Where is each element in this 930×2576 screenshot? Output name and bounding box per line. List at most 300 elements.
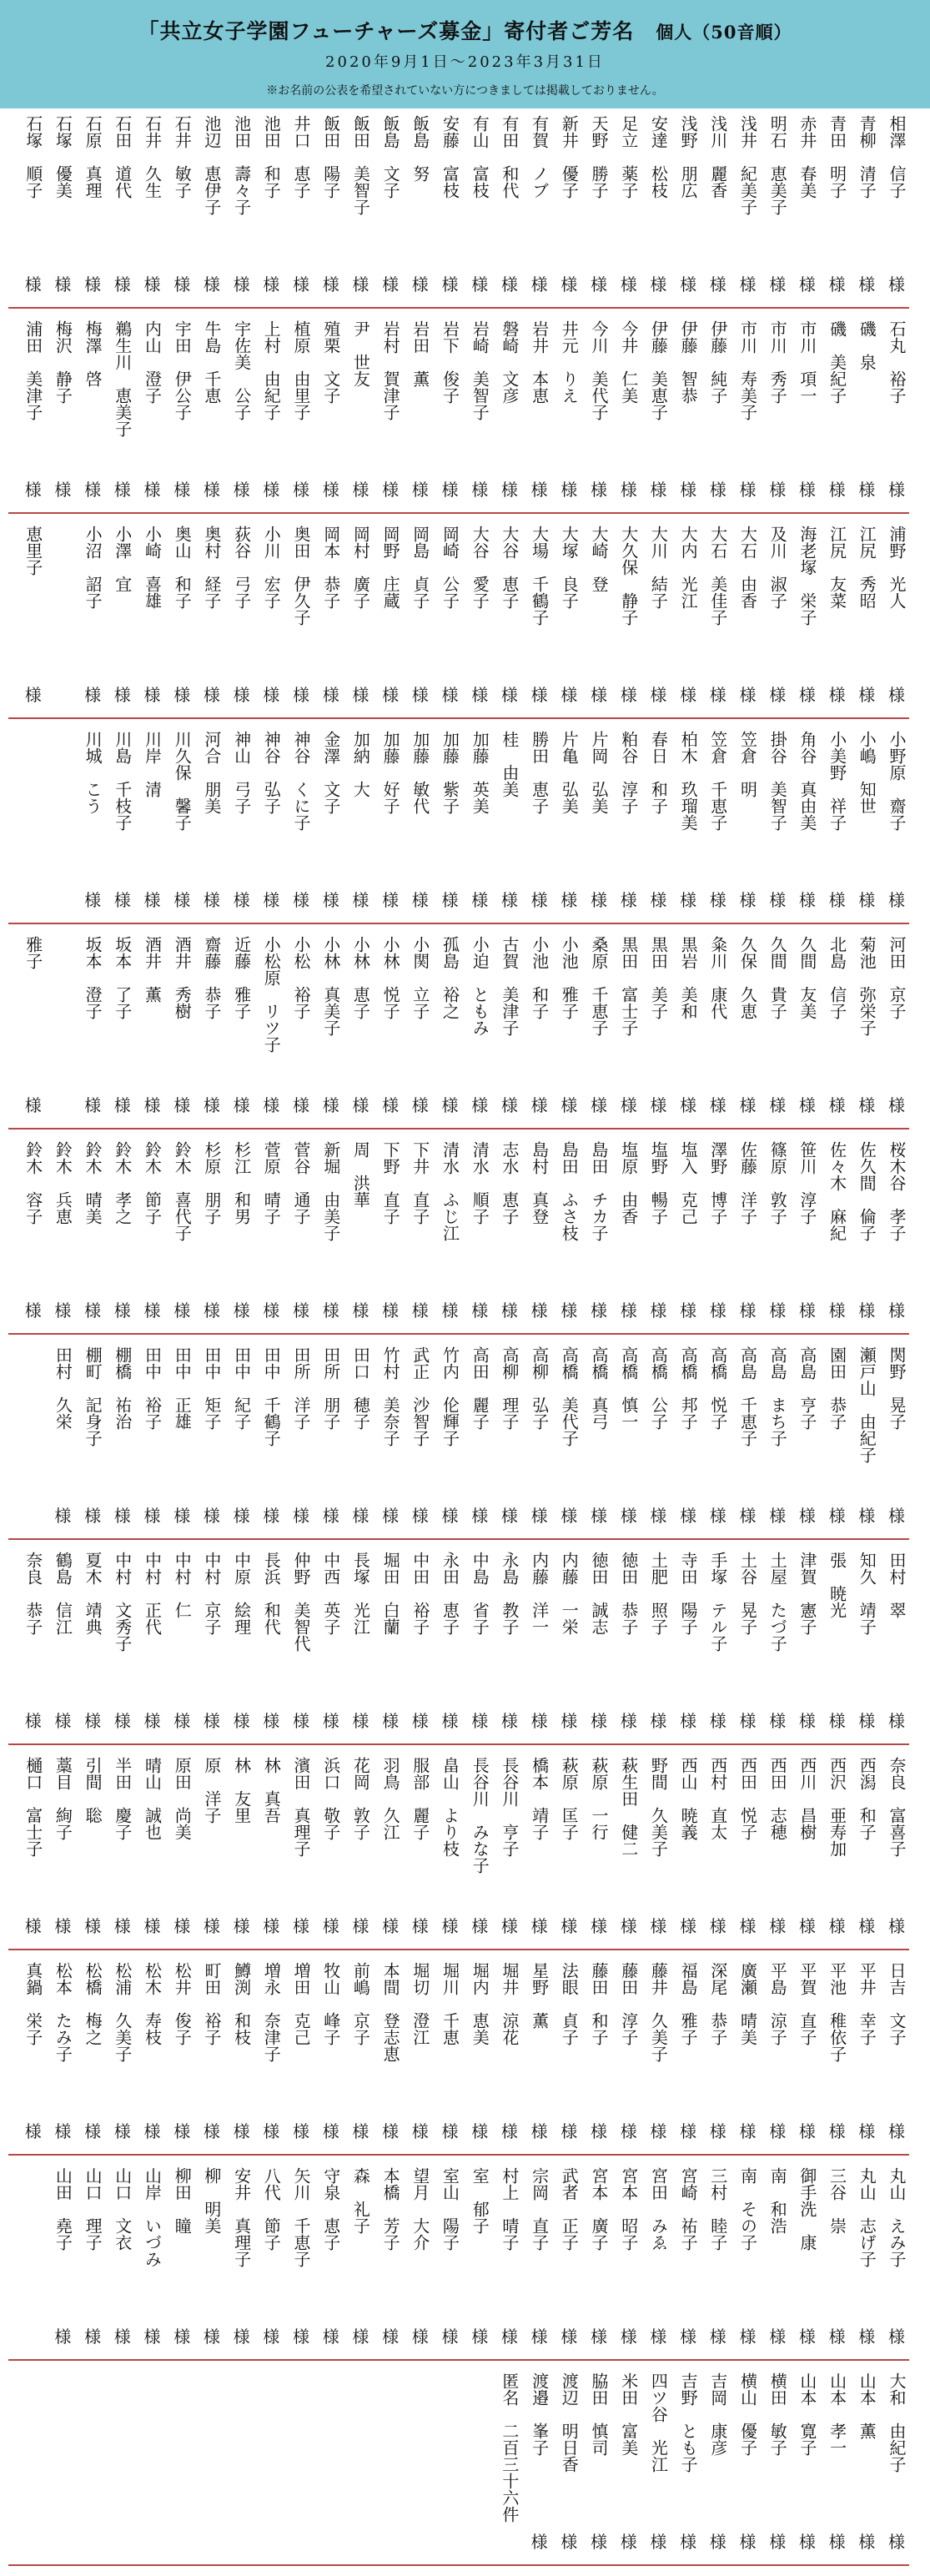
- honorific-label: 様: [858, 1506, 876, 1526]
- donor-name: 篠原 敦子: [767, 1141, 788, 1225]
- donor-name: 加藤 紫子: [440, 731, 460, 814]
- donor-name: 伊藤 美恵子: [648, 320, 669, 420]
- donor-entry: [319, 519, 344, 716]
- donor-name: 中村 京子: [201, 1552, 222, 1635]
- honorific-label: 様: [54, 1301, 72, 1321]
- donor-name: 高田 麗子: [470, 1346, 490, 1430]
- donor-list: [0, 108, 930, 2576]
- donor-name: 池田 和子: [261, 115, 282, 199]
- donor-name: 菅原 晴子: [261, 1141, 282, 1225]
- donor-entry: [765, 2366, 790, 2563]
- donor-name: 西田 志穂: [767, 1757, 788, 1840]
- donor-entry: [259, 314, 284, 511]
- donor-entry: [289, 929, 314, 1126]
- donor-name: 脇田 慎司: [589, 2372, 609, 2456]
- donor-entry: [140, 108, 165, 305]
- donor-entry: [854, 724, 879, 921]
- donor-entry: [110, 108, 135, 305]
- honorific-label: 様: [203, 2121, 220, 2141]
- donor-entry: [169, 314, 194, 511]
- donor-name: 土屋 たづ子: [767, 1552, 788, 1652]
- donor-entry: [319, 1750, 344, 1947]
- honorific-label: 様: [828, 2532, 846, 2552]
- donor-entry: [527, 2161, 552, 2357]
- donor-name: 永田 恵子: [440, 1552, 460, 1635]
- block-divider: [8, 2359, 909, 2361]
- donor-entry: [408, 1545, 433, 1742]
- donor-entry: [110, 929, 135, 1126]
- honorific-label: 様: [322, 1095, 339, 1115]
- honorific-label: 様: [24, 1095, 42, 1115]
- honorific-label: 様: [858, 2121, 876, 2141]
- donor-entry: [319, 1340, 344, 1537]
- honorific-label: 様: [352, 1095, 369, 1115]
- honorific-label: 様: [739, 480, 757, 500]
- honorific-label: 様: [203, 2327, 220, 2347]
- honorific-label: 様: [739, 1301, 757, 1321]
- honorific-label: 様: [382, 1506, 400, 1526]
- donor-entry: [229, 724, 254, 921]
- donor-entry: [854, 1750, 879, 1947]
- donor-name: 山本 薫: [857, 2372, 877, 2439]
- donor-name: 岩田 薫: [410, 320, 430, 387]
- donor-entry: [21, 1955, 46, 2152]
- donor-entry: [169, 724, 194, 921]
- honorific-label: 様: [530, 2327, 548, 2347]
- donor-entry: [765, 108, 790, 305]
- honorific-label: 様: [620, 2532, 637, 2552]
- donor-entry: [646, 1545, 671, 1742]
- honorific-label: 様: [203, 274, 220, 294]
- donor-entry: [825, 519, 850, 716]
- honorific-label: 様: [530, 890, 548, 910]
- honorific-label: 様: [382, 2121, 400, 2141]
- donor-entry: [169, 1750, 194, 1947]
- donor-entry: [140, 1545, 165, 1742]
- donor-entry: [795, 519, 820, 716]
- donor-entry: [259, 2161, 284, 2357]
- donor-name: 井元 りえ: [559, 320, 580, 404]
- donor-name: 萩生田 健二: [618, 1757, 639, 1857]
- donor-name: 今川 美代子: [589, 320, 609, 420]
- honorific-label: 様: [591, 1095, 607, 1115]
- donor-name: 平賀 直子: [797, 1962, 817, 2045]
- donor-entry: [110, 1545, 135, 1742]
- honorific-label: 様: [858, 480, 876, 500]
- honorific-label: 様: [471, 2327, 489, 2347]
- donor-entry: [467, 2161, 492, 2357]
- donor-name: 塩入 克己: [678, 1141, 699, 1225]
- donor-entry: [289, 724, 314, 921]
- donor-name: 久保 久恵: [737, 936, 758, 1019]
- block-divider: [8, 1128, 909, 1130]
- donor-entry: [706, 1750, 731, 1947]
- donor-entry: [497, 1135, 522, 1331]
- donor-name: 飯島 文子: [380, 115, 401, 199]
- donor-entry: [706, 724, 731, 921]
- donor-entry: [795, 724, 820, 921]
- donor-name: 伊藤 智恭: [678, 320, 699, 404]
- donor-entry: [467, 724, 492, 921]
- honorific-label: 様: [233, 480, 250, 500]
- honorific-label: 様: [471, 2121, 489, 2141]
- donor-name: 柳 明美: [201, 2167, 222, 2234]
- donor-name: 横田 敏子: [767, 2372, 788, 2456]
- donor-entry: [348, 108, 373, 305]
- donor-name: 濱田 真理子: [291, 1757, 311, 1857]
- donor-name: 岡本 恭子: [320, 526, 341, 609]
- donor-name: 有賀 ノブ: [529, 115, 550, 199]
- honorific-label: 様: [739, 685, 757, 705]
- honorific-label: 様: [561, 1506, 578, 1526]
- donor-entry: [825, 1750, 850, 1947]
- donor-name: 大久保 静子: [618, 526, 639, 626]
- honorific-label: 様: [203, 1095, 220, 1115]
- donor-name: 内藤 一栄: [559, 1552, 580, 1635]
- honorific-label: 様: [24, 274, 42, 294]
- donor-name: 磯 美紀子: [827, 320, 847, 404]
- honorific-label: 様: [500, 890, 518, 910]
- donor-name: 田口 穂子: [350, 1346, 371, 1430]
- donor-name: 宮田 みゑ: [648, 2167, 669, 2251]
- donor-entry: [854, 108, 879, 305]
- honorific-label: 様: [322, 1301, 339, 1321]
- donor-entry: [348, 1955, 373, 2152]
- honorific-label: 様: [143, 1506, 161, 1526]
- donor-entry: [378, 1750, 403, 1947]
- honorific-label: 様: [411, 2121, 429, 2141]
- donor-entry: [438, 929, 463, 1126]
- honorific-label: 様: [203, 1916, 220, 1936]
- donor-name: 棚橋 祐治: [112, 1346, 133, 1430]
- donor-name: 高橋 美代子: [559, 1346, 580, 1446]
- donor-name: 岩下 俊子: [440, 320, 460, 404]
- honorific-label: 様: [293, 1095, 309, 1115]
- donor-entry: [467, 1340, 492, 1537]
- donor-entry: [854, 2161, 879, 2357]
- honorific-label: 様: [113, 2121, 131, 2141]
- donor-entry: [80, 108, 105, 305]
- honorific-label: 様: [798, 1711, 816, 1731]
- honorific-label: 様: [769, 1711, 787, 1731]
- donor-block: [0, 724, 930, 921]
- donor-entry: [646, 929, 671, 1126]
- donor-entry: [527, 2366, 552, 2563]
- honorific-label: 様: [233, 2327, 250, 2347]
- donor-name: 山本 孝一: [827, 2372, 847, 2456]
- donor-name: 土谷 晃子: [737, 1552, 758, 1635]
- donor-name: 内藤 洋一: [529, 1552, 550, 1635]
- honorific-label: 様: [203, 890, 220, 910]
- donor-entry: [795, 1545, 820, 1742]
- donor-name: 石丸 裕子: [887, 320, 907, 404]
- donor-entry: [408, 724, 433, 921]
- donor-name: 八代 節子: [261, 2167, 282, 2251]
- honorific-label: 様: [352, 2121, 369, 2141]
- honorific-label: 様: [500, 2121, 518, 2141]
- honorific-label: 様: [888, 1506, 905, 1526]
- donor-name: 掛谷 美智子: [767, 731, 788, 831]
- honorific-label: 様: [500, 2327, 518, 2347]
- donor-name: 及川 淑子: [767, 526, 788, 609]
- donor-name: 青柳 清子: [857, 115, 877, 199]
- donor-entry: [736, 1340, 761, 1537]
- donor-entry: [319, 1545, 344, 1742]
- donor-name: 齋藤 恭子: [201, 936, 222, 1019]
- donor-name: 増田 克己: [291, 1962, 311, 2045]
- honorific-label: 様: [143, 1095, 161, 1115]
- honorific-label: 様: [500, 1301, 518, 1321]
- block-divider: [8, 2564, 909, 2566]
- honorific-label: 様: [263, 2327, 280, 2347]
- donor-entry: [21, 1750, 46, 1947]
- donor-entry: [736, 724, 761, 921]
- honorific-label: 様: [500, 1711, 518, 1731]
- donor-entry: [527, 314, 552, 511]
- honorific-label: 様: [352, 890, 369, 910]
- honorific-label: 様: [620, 2121, 637, 2141]
- donor-name: 浦野 光人: [887, 526, 907, 609]
- honorific-label: 様: [173, 1916, 191, 1936]
- donor-name: 小美野 祥子: [827, 731, 847, 831]
- honorific-label: 様: [113, 1916, 131, 1936]
- donor-entry: [736, 519, 761, 716]
- donor-entry: [50, 108, 75, 305]
- donor-name: 津賀 憲子: [797, 1552, 817, 1635]
- donor-entry: [854, 1545, 879, 1742]
- donor-entry: [289, 314, 314, 511]
- donor-entry: [795, 929, 820, 1126]
- donor-name: 奥山 和子: [172, 526, 193, 609]
- honorific-label: 様: [530, 1301, 548, 1321]
- donor-name: 星野 薫: [529, 1962, 550, 2029]
- honorific-label: 様: [411, 1095, 429, 1115]
- donor-name: 久間 貴子: [767, 936, 788, 1019]
- honorific-label: 様: [441, 480, 459, 500]
- donor-name: 小池 雅子: [559, 936, 580, 1019]
- honorific-label: 様: [441, 890, 459, 910]
- donor-name: 加藤 敏代: [410, 731, 430, 814]
- donor-block: [0, 1750, 930, 1947]
- donor-entry: [408, 314, 433, 511]
- donor-name: 鶴島 信江: [53, 1552, 73, 1635]
- donor-name: 藤井 久美子: [648, 1962, 669, 2062]
- honorific-label: 様: [84, 890, 102, 910]
- donor-name: 河田 京子: [887, 936, 907, 1019]
- honorific-label: 様: [709, 1301, 726, 1321]
- honorific-label: 様: [561, 1916, 578, 1936]
- donor-entry: [556, 108, 581, 305]
- honorific-label: 様: [143, 2327, 161, 2347]
- donor-name: 酒井 薫: [142, 936, 163, 1003]
- honorific-label: 様: [233, 890, 250, 910]
- donor-entry: [408, 1135, 433, 1331]
- honorific-label: 様: [411, 1301, 429, 1321]
- donor-name: 牛島 千恵: [201, 320, 222, 404]
- honorific-label: 様: [650, 1301, 667, 1321]
- donor-entry: [586, 108, 611, 305]
- donor-name: 有田 和代: [499, 115, 520, 199]
- honorific-label: 様: [54, 480, 72, 500]
- honorific-label: 様: [680, 1506, 697, 1526]
- donor-entry: [169, 1135, 194, 1331]
- donor-entry: [854, 1340, 879, 1537]
- donor-name: 粕谷 淳子: [618, 731, 639, 814]
- donor-entry: [21, 1545, 46, 1742]
- donor-name: 岩村 賀津子: [380, 320, 401, 420]
- donor-entry: [199, 1135, 224, 1331]
- donor-name: 春日 和子: [648, 731, 669, 814]
- honorific-label: 様: [173, 1506, 191, 1526]
- donor-entry: [736, 1750, 761, 1947]
- donor-entry: [467, 1955, 492, 2152]
- donor-entry: [497, 2161, 522, 2357]
- honorific-label: 様: [113, 2327, 131, 2347]
- honorific-label: 様: [591, 1916, 607, 1936]
- donor-entry: [438, 1955, 463, 2152]
- honorific-label: 様: [322, 2121, 339, 2141]
- honorific-label: 様: [382, 274, 400, 294]
- donor-entry: [348, 724, 373, 921]
- honorific-label: 様: [591, 2121, 607, 2141]
- honorific-label: 様: [203, 1301, 220, 1321]
- donor-entry: [795, 1750, 820, 1947]
- honorific-label: 様: [471, 480, 489, 500]
- donor-entry: [467, 1750, 492, 1947]
- donor-name: 杉江 和男: [231, 1141, 252, 1225]
- donor-entry: [199, 1340, 224, 1537]
- honorific-label: 様: [620, 1301, 637, 1321]
- honorific-label: 様: [382, 685, 400, 705]
- donor-entry: [80, 1545, 105, 1742]
- honorific-label: 様: [888, 480, 905, 500]
- donor-name: 恵里子: [23, 526, 43, 576]
- honorific-label: 様: [888, 2532, 905, 2552]
- donor-name: 望月 大介: [410, 2167, 430, 2251]
- donor-entry: [378, 108, 403, 305]
- honorific-label: 様: [650, 1506, 667, 1526]
- honorific-label: 様: [709, 274, 726, 294]
- donor-name: 平島 涼子: [767, 1962, 788, 2045]
- donor-entry: [527, 929, 552, 1126]
- donor-entry: [467, 314, 492, 511]
- donor-entry: [556, 1340, 581, 1537]
- honorific-label: 様: [828, 1506, 846, 1526]
- donor-entry: [556, 1135, 581, 1331]
- donor-name: 北島 信子: [827, 936, 847, 1019]
- donor-entry: [289, 1340, 314, 1537]
- donor-name: 山本 寛子: [797, 2372, 817, 2456]
- donor-entry: [348, 1545, 373, 1742]
- donor-name: 小沼 詔子: [83, 526, 103, 609]
- honorific-label: 様: [680, 2532, 697, 2552]
- honorific-label: 様: [561, 2327, 578, 2347]
- honorific-label: 様: [739, 1506, 757, 1526]
- donor-name: 笹川 淳子: [797, 1141, 817, 1225]
- honorific-label: 様: [54, 274, 72, 294]
- donor-entry: [229, 314, 254, 511]
- block-divider: [8, 923, 909, 924]
- donor-name: 山田 堯子: [53, 2167, 73, 2251]
- donor-entry: [438, 1340, 463, 1537]
- honorific-label: 様: [263, 1095, 280, 1115]
- donor-name: 大石 由香: [737, 526, 758, 609]
- donor-entry: [259, 724, 284, 921]
- donor-entry: [140, 519, 165, 716]
- donor-entry: [527, 1750, 552, 1947]
- donor-entry: [706, 1340, 731, 1537]
- honorific-label: 様: [709, 2532, 726, 2552]
- donor-name: 加藤 好子: [380, 731, 401, 814]
- donor-name: 丸山 志げ子: [857, 2167, 877, 2267]
- donor-name: 中西 英子: [320, 1552, 341, 1635]
- donor-entry: [616, 2161, 641, 2357]
- donor-entry: [616, 1135, 641, 1331]
- donor-entry: [765, 1545, 790, 1742]
- donor-entry: [140, 1750, 165, 1947]
- donor-name: 浦田 美津子: [23, 320, 43, 420]
- honorific-label: 様: [888, 2121, 905, 2141]
- donor-entry: [765, 1750, 790, 1947]
- honorific-label: 様: [620, 480, 637, 500]
- donor-entry: [646, 519, 671, 716]
- honorific-label: 様: [322, 1711, 339, 1731]
- honorific-label: 様: [561, 1301, 578, 1321]
- honorific-label: 様: [143, 685, 161, 705]
- donor-name: 澤野 博子: [707, 1141, 728, 1225]
- donor-name: 市川 秀子: [767, 320, 788, 404]
- honorific-label: 様: [54, 2327, 72, 2347]
- honorific-label: 様: [858, 1095, 876, 1115]
- donor-name: 安達 松枝: [648, 115, 669, 199]
- donor-name: 西潟 和子: [857, 1757, 877, 1840]
- donor-entry: [884, 1135, 909, 1331]
- donor-name: 磐崎 文彦: [499, 320, 520, 404]
- honorific-label: 様: [858, 1711, 876, 1731]
- donor-name: 渡邉 峯子: [529, 2372, 550, 2456]
- donor-entry: [289, 1955, 314, 2152]
- donor-name: 小崎 喜雄: [142, 526, 163, 609]
- donor-entry: [199, 519, 224, 716]
- privacy-note: ※お名前の公表を希望されていない方につきましては掲載しておりません。: [266, 84, 664, 98]
- donor-name: 小迫 ともみ: [470, 936, 490, 1036]
- donor-entry: [765, 1340, 790, 1537]
- title-subtitle: 個人（50音順）: [656, 22, 792, 43]
- donor-name: 大谷 恵子: [499, 526, 520, 609]
- honorific-label: 様: [471, 1506, 489, 1526]
- donor-name: 松浦 久美子: [112, 1962, 133, 2062]
- honorific-label: 様: [441, 685, 459, 705]
- honorific-label: 様: [143, 480, 161, 500]
- donor-entry: [140, 929, 165, 1126]
- honorific-label: 様: [798, 1095, 816, 1115]
- donor-name: 小関 立子: [410, 936, 430, 1019]
- honorific-label: 様: [530, 2121, 548, 2141]
- donor-name: 宮崎 祐子: [678, 2167, 699, 2251]
- honorific-label: 様: [173, 1711, 191, 1731]
- honorific-label: 様: [620, 1095, 637, 1115]
- donor-entry: [527, 519, 552, 716]
- honorific-label: 様: [54, 1506, 72, 1526]
- donor-name: 仲野 美智代: [291, 1552, 311, 1652]
- donor-entry: [169, 929, 194, 1126]
- honorific-label: 様: [680, 685, 697, 705]
- honorific-label: 様: [352, 1301, 369, 1321]
- honorific-label: 様: [828, 1711, 846, 1731]
- donor-name: 菊池 弥栄子: [857, 936, 877, 1036]
- donor-entry: [795, 108, 820, 305]
- donor-name: 野間 久美子: [648, 1757, 669, 1857]
